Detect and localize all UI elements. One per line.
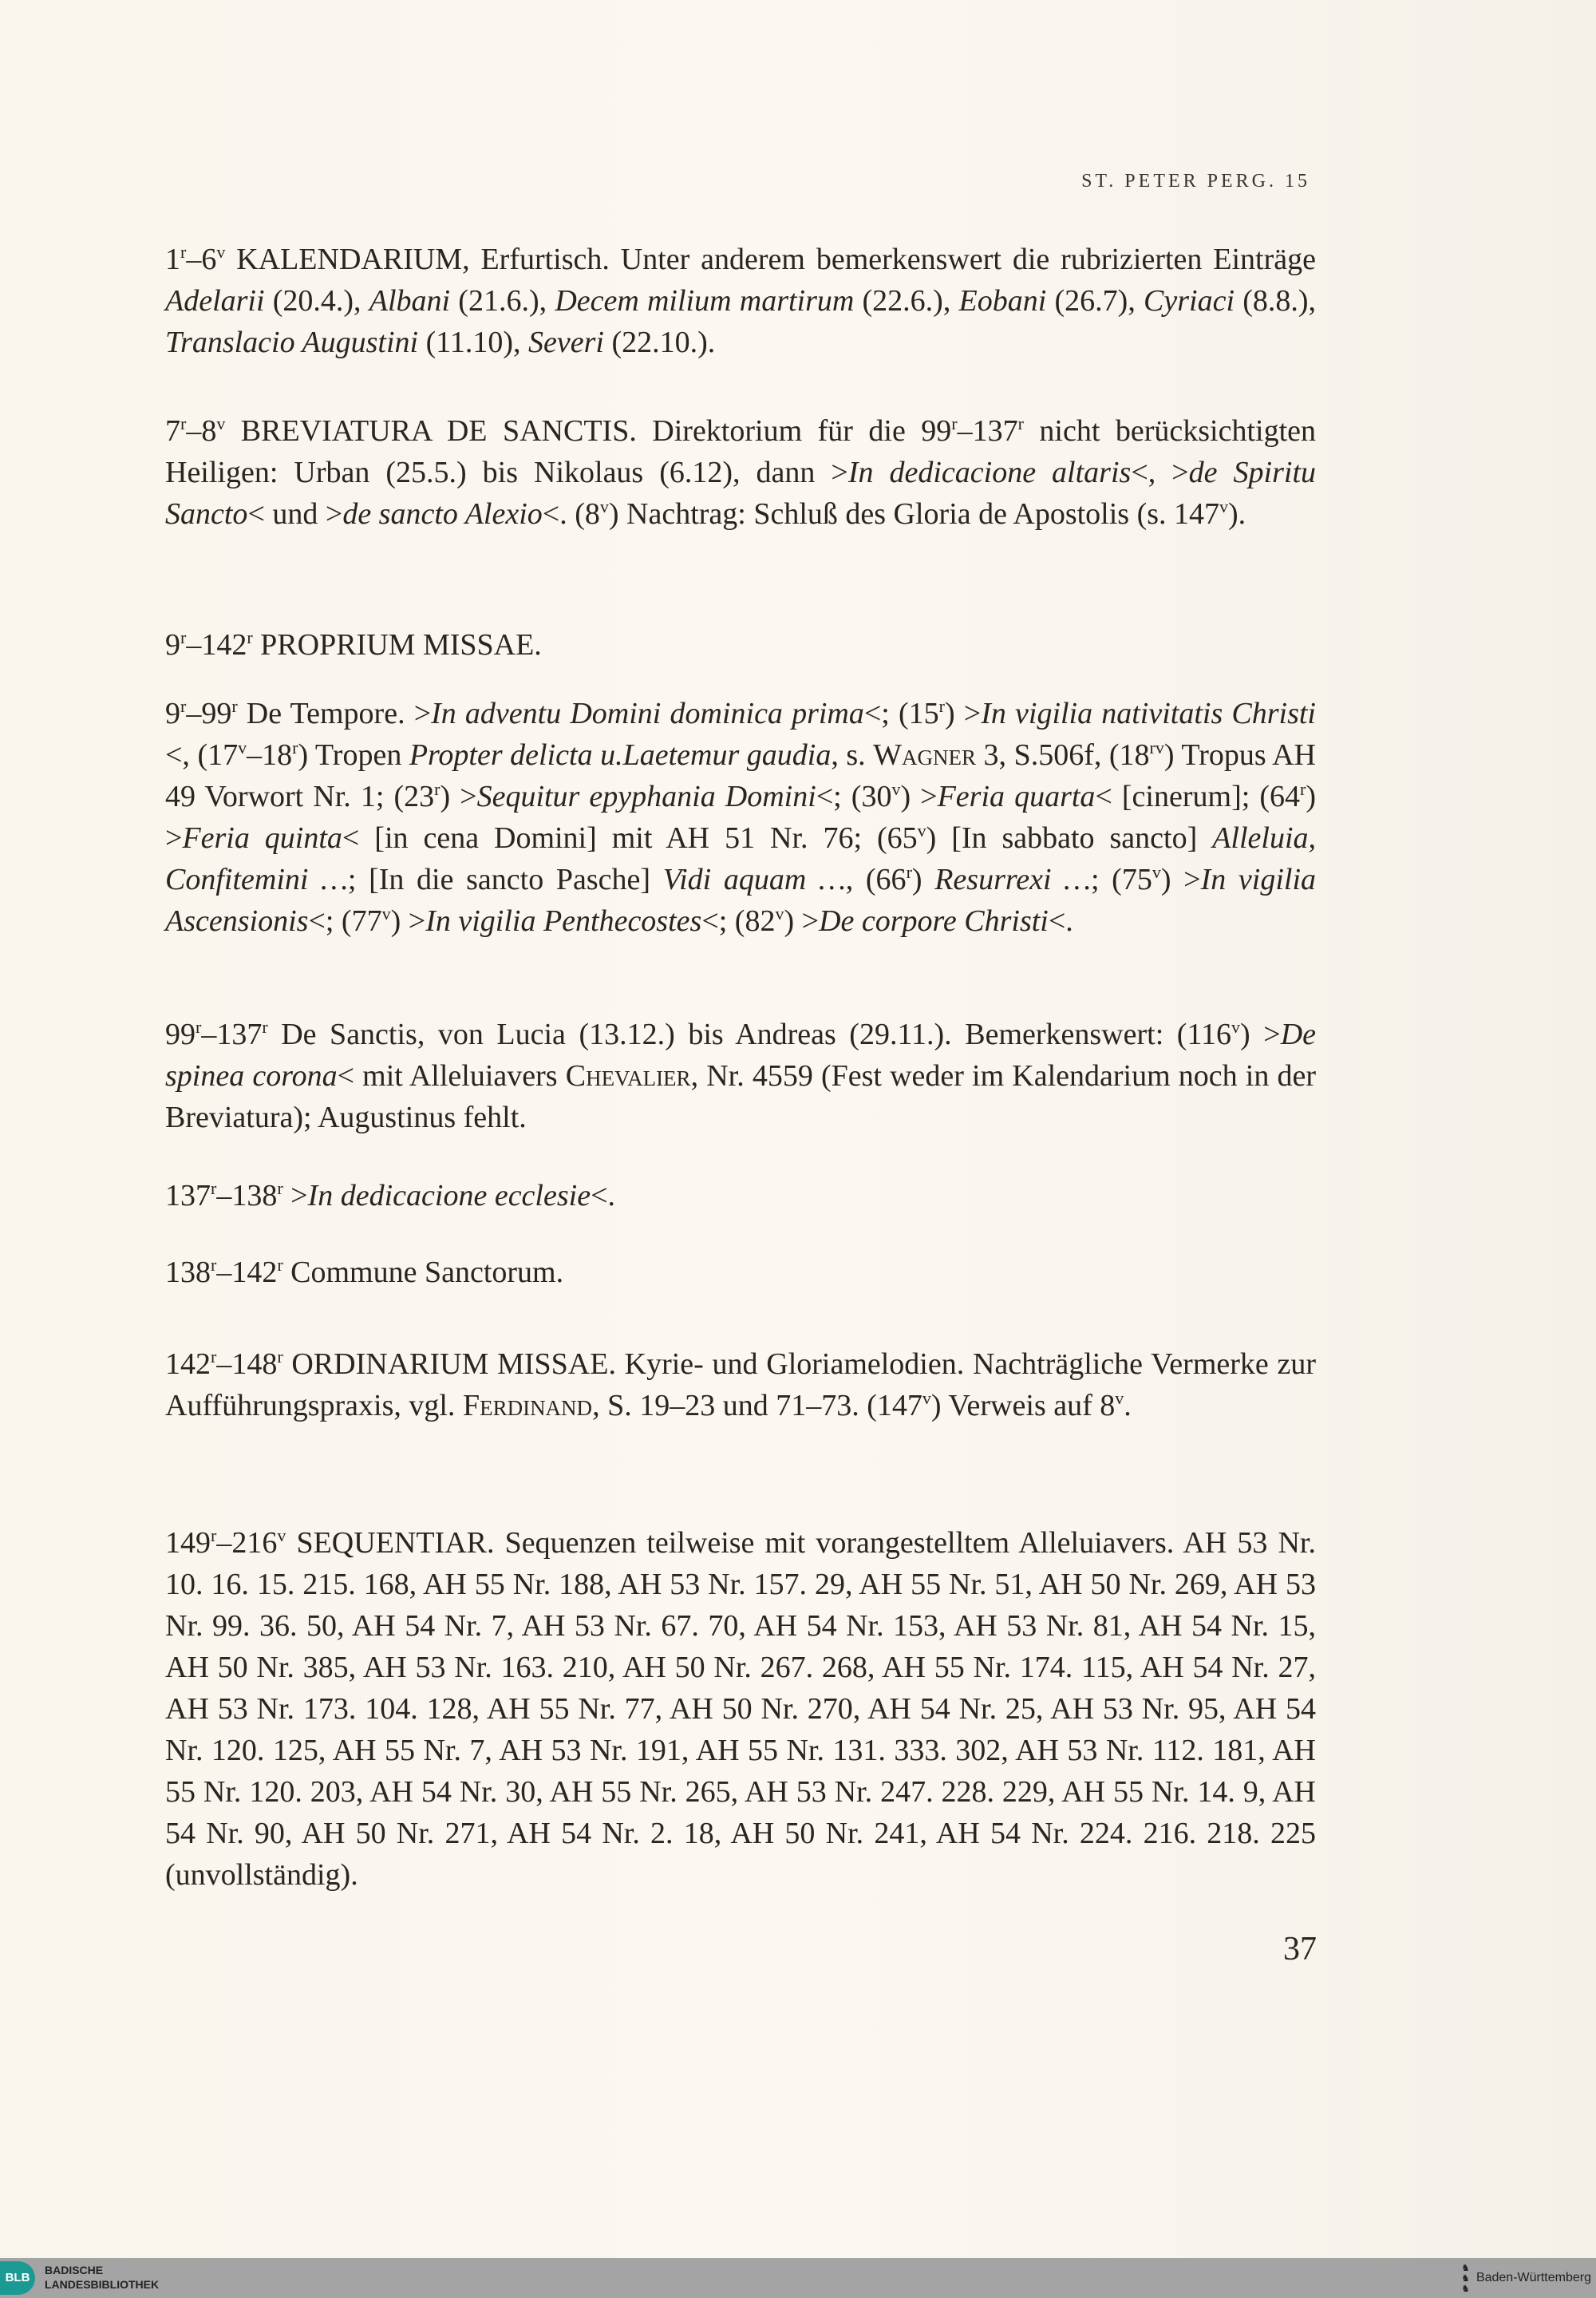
text-run: ). — [1228, 497, 1246, 531]
italic-title: In dedicacione altaris — [847, 456, 1132, 489]
folio-superscript: r — [180, 627, 187, 647]
folio-superscript: v — [277, 1525, 286, 1545]
text-run: , S. 19–23 und 71–73. (147 — [592, 1389, 922, 1422]
text-run: (11.10), — [418, 326, 528, 359]
library-name — [45, 2263, 159, 2292]
text-run: 138 — [165, 1256, 211, 1289]
italic-title: In vigilia Penthecostes — [425, 904, 702, 938]
text-run: (8.8.), — [1235, 284, 1317, 318]
folio-superscript: r — [292, 738, 298, 757]
text-run: KALENDARIUM, Erfurtisch. Unter anderem bemerkenswert die rubrizierten Einträge — [225, 243, 1316, 276]
folio-superscript: r — [277, 1347, 283, 1367]
folio-superscript: r — [231, 696, 238, 716]
folio-superscript: v — [775, 904, 784, 924]
text-run: (26.7), — [1046, 284, 1144, 318]
text-run: ) > — [1240, 1018, 1281, 1051]
italic-title: Severi — [528, 326, 604, 359]
text-run: ) > — [784, 904, 820, 938]
italic-title: Decem milium martirum — [555, 284, 855, 318]
entry-proprium-missae — [165, 624, 1316, 666]
text-run: –142 — [186, 628, 247, 662]
author-smallcaps: Ferdinand — [462, 1389, 593, 1422]
author-smallcaps: Wagner — [873, 738, 977, 772]
text-run: PROPRIUM MISSAE. — [252, 628, 542, 662]
folio-superscript: v — [216, 242, 226, 262]
folio-superscript: rv — [1149, 738, 1164, 757]
text-run: <; (77 — [308, 904, 382, 938]
entry-kalendarium — [165, 239, 1316, 363]
folio-superscript: r — [938, 696, 945, 716]
text-run: , (66 — [845, 863, 907, 896]
blb-logo[interactable]: BLB — [0, 2261, 35, 2295]
library-name-line1: BADISCHE — [45, 2264, 104, 2276]
folio-superscript: v — [922, 1388, 931, 1408]
text-run: ) > — [440, 780, 477, 813]
entry-dedicacione — [165, 1175, 1316, 1216]
folio-superscript: r — [277, 1178, 283, 1198]
text-run: ) Verweis auf 8 — [930, 1389, 1116, 1422]
italic-title: Translacio Augustini — [165, 326, 419, 359]
text-run: 3, S.506f, (18 — [976, 738, 1150, 772]
text-run: ; (75 — [1090, 863, 1152, 896]
folio-superscript: r — [951, 413, 958, 433]
folio-superscript: v — [891, 779, 901, 799]
lion-crest-icon: ♞ ♞ ♞ — [1461, 2261, 1470, 2294]
text-run: 149 — [165, 1526, 211, 1560]
folio-superscript: r — [180, 696, 187, 716]
text-run: (20.4.), — [264, 284, 369, 318]
italic-title: In vigilia nativitatis Christi — [981, 697, 1316, 730]
entry-de-sanctis — [165, 1014, 1316, 1138]
folio-superscript: v — [381, 904, 391, 924]
text-run: ) > — [900, 780, 938, 813]
italic-title: Feria quinta — [182, 821, 342, 855]
text-run: 142 — [165, 1347, 211, 1381]
italic-title: Alleluia, Confitemini … — [165, 821, 1316, 896]
entry-sequentiar — [165, 1522, 1316, 1896]
text-run: De Tempore. > — [237, 697, 432, 730]
text-run: 7 — [165, 414, 180, 448]
folio-superscript: r — [211, 1525, 217, 1545]
italic-title: Sequitur epyphania Domini — [476, 780, 816, 813]
entry-breviatura — [165, 410, 1316, 535]
text-run: –6 — [186, 243, 217, 276]
italic-title: De corpore Christi — [819, 904, 1049, 938]
text-run: ) Tropen — [298, 738, 409, 772]
text-run: . — [1124, 1389, 1132, 1422]
text-run: –137 — [201, 1018, 263, 1051]
italic-title: In adventu Domini dominica prima — [431, 697, 864, 730]
text-run: , s. — [831, 738, 874, 772]
folio-superscript: r — [180, 242, 187, 262]
text-run: 1 — [165, 243, 180, 276]
folio-superscript: r — [196, 1017, 202, 1037]
italic-title: Feria quarta — [937, 780, 1096, 813]
italic-title: Albani — [369, 284, 451, 318]
italic-title: Adelarii — [165, 284, 265, 318]
text-run: <. — [1048, 904, 1073, 938]
text-run: ; [In die sancto Pasche] — [347, 863, 663, 896]
text-run: < [in cena Domini] mit AH 51 Nr. 76; (65 — [342, 821, 918, 855]
text-run: –18 — [247, 738, 293, 772]
text-run: 9 — [165, 628, 180, 662]
text-run: BREVIATURA DE SANCTIS. Direktorium für die 99 — [225, 414, 952, 448]
text-run: < mit Alleluiavers — [337, 1059, 566, 1093]
italic-title: In vigilia Ascensionis — [165, 863, 1316, 938]
text-run: ) > — [944, 697, 982, 730]
text-run: –138 — [216, 1179, 278, 1212]
folio-superscript: v — [216, 413, 226, 433]
folio-superscript: v — [1219, 496, 1229, 516]
text-run: (22.6.), — [854, 284, 959, 318]
page-number: 37 — [1283, 1931, 1317, 1968]
entry-commune-sanctorum — [165, 1252, 1316, 1293]
folio-superscript: v — [238, 738, 247, 757]
folio-superscript: v — [917, 821, 926, 840]
text-run: Commune Sanctorum. — [282, 1256, 564, 1289]
text-run: (22.10.). — [603, 326, 716, 359]
text-run: –99 — [186, 697, 232, 730]
text-run: <; (15 — [863, 697, 939, 730]
text-run: ) > — [390, 904, 426, 938]
text-run: ) > — [1160, 863, 1201, 896]
text-run: –8 — [186, 414, 217, 448]
folio-superscript: r — [1299, 779, 1306, 799]
text-run: De Sanctis, von Lucia (13.12.) bis Andreas (29.11.). Bemerkenswert: (116 — [267, 1018, 1232, 1051]
text-run: –216 — [216, 1526, 278, 1560]
text-run: <; (82 — [701, 904, 776, 938]
running-head: ST. PETER PERG. 15 — [1081, 171, 1310, 192]
folio-superscript: v — [1231, 1017, 1241, 1037]
text-run: 9 — [165, 697, 180, 730]
text-run: (21.6.), — [450, 284, 555, 318]
text-run: < [cinerum]; (64 — [1095, 780, 1300, 813]
text-run: ) Tropus AH 49 Vorwort Nr. 1; (23 — [165, 738, 1316, 813]
text-run: <. — [591, 1179, 615, 1212]
italic-title: de Spiritu Sancto — [165, 456, 1316, 531]
italic-title: Cyriaci — [1144, 284, 1235, 318]
folio-superscript: r — [1017, 413, 1024, 433]
italic-title: Eobani — [958, 284, 1047, 318]
entry-de-tempore — [165, 693, 1316, 942]
text-run: < und > — [247, 497, 343, 531]
author-smallcaps: Chevalier — [565, 1059, 691, 1093]
folio-superscript: r — [277, 1255, 283, 1275]
footer-bar — [0, 2258, 1596, 2298]
text-run: ) Nachtrag: Schluß des Gloria de Apostolis (s. 147 — [608, 497, 1220, 531]
baden-wuerttemberg-logo[interactable] — [1461, 2261, 1591, 2295]
text-run: SEQUENTIAR. Sequenzen teilweise mit vorangestelltem Alleluiavers. AH 53 Nr. 10. 16. 15. 215. 168, AH 55 Nr. 188, AH 53 Nr. 157. 29, AH 55 Nr. 51, AH 50 Nr. 269, AH 53 Nr. 99. 36. 50, AH 54 Nr. 7, AH 53 Nr. 67. 70, AH 54 Nr. 153, AH 53 Nr. 81, AH 54 Nr. 15, AH 50 Nr. 385, AH 53 Nr. 163. 210, AH 50 Nr. 267. 268, AH 55 Nr. 174. 115, AH 54 Nr. 27, AH 53 Nr. 173. 104. 128, AH 55 Nr. 77, AH 50 Nr. 270, AH 54 Nr. 25, AH 53 Nr. 95, AH 54 Nr. 120. 125, AH 55 Nr. 7, AH 53 Nr. 191, AH 55 Nr. 131. 333. 302, AH 53 Nr. 112. 181, AH 55 Nr. 120. 203, AH 54 Nr. 30, AH 55 Nr. 265, AH 53 Nr. 247. 228. 229, AH 55 Nr. 14. 9, AH 54 Nr. 90, AH 50 Nr. 271, AH 54 Nr. 2. 18, AH 50 Nr. 241, AH 54 Nr. 224. 216. 218. 225 (unvollständig). — [165, 1526, 1316, 1892]
folio-superscript: r — [211, 1347, 217, 1367]
text-run: <, (17 — [165, 738, 239, 772]
text-run: –137 — [957, 414, 1018, 448]
folio-superscript: r — [211, 1255, 217, 1275]
text-run: , Nr. 4559 (Fest weder im Kalendarium noch in der Breviatura); Augustinus fehlt. — [165, 1059, 1316, 1134]
text-run: –148 — [216, 1347, 278, 1381]
folio-superscript: r — [262, 1017, 268, 1037]
text-run: ) [In sabbato sancto] — [926, 821, 1213, 855]
folio-superscript: r — [211, 1178, 217, 1198]
folio-superscript: v — [1115, 1388, 1124, 1408]
italic-title: Propter delicta u.Laetemur gaudia — [409, 738, 832, 772]
italic-title: In dedicacione ecclesie — [307, 1179, 591, 1212]
library-name-line2: LANDESBIBLIOTHEK — [45, 2278, 160, 2291]
text-run: <, > — [1131, 456, 1189, 489]
folio-superscript: r — [247, 627, 253, 647]
folio-superscript: r — [180, 413, 187, 433]
text-run: ) > — [165, 780, 1316, 855]
text-run: 137 — [165, 1179, 211, 1212]
italic-title: De spinea corona — [165, 1018, 1316, 1093]
text-run: ORDINARIUM MISSAE. Kyrie- und Gloriamelodien. Nachträgliche Vermerke zur Aufführungspraxis, vgl. — [165, 1347, 1316, 1422]
italic-title: de sancto Alexio — [342, 497, 543, 531]
italic-title: Resurrexi … — [934, 863, 1091, 896]
text-run: 99 — [165, 1018, 196, 1051]
text-run: –142 — [216, 1256, 278, 1289]
folio-superscript: v — [1152, 862, 1161, 882]
text-run: nicht berücksichtigten Heiligen: Urban (25.5.) bis Nikolaus (6.12), dann > — [165, 414, 1316, 489]
text-run: ) — [911, 863, 935, 896]
text-run: <; (30 — [816, 780, 892, 813]
text-run: > — [282, 1179, 308, 1212]
folio-superscript: v — [599, 496, 609, 516]
entry-ordinarium-missae — [165, 1343, 1316, 1426]
folio-superscript: r — [434, 779, 440, 799]
italic-title: Vidi aquam … — [662, 863, 846, 896]
folio-superscript: r — [906, 862, 912, 882]
state-label: Baden-Württemberg — [1476, 2271, 1591, 2284]
text-run: <. (8 — [542, 497, 600, 531]
